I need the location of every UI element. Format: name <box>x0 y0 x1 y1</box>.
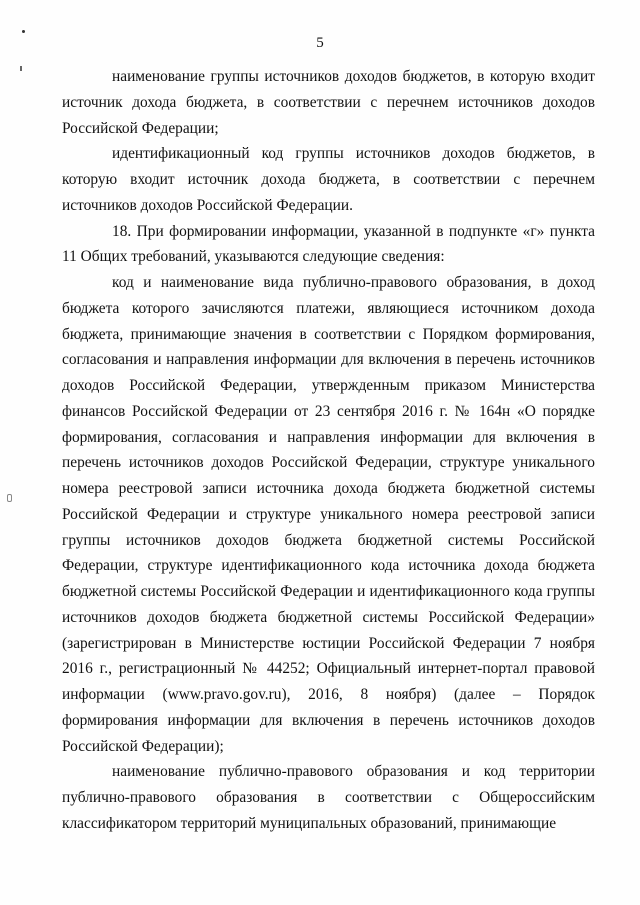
scan-speck <box>20 66 22 71</box>
paragraph-item-18: 18. При формировании информации, указанной в подпункте «г» пункта 11 Общих требований, указываются следующие сведения: <box>62 222 595 266</box>
paragraph-entity-name: наименование публично-правового образования и код территории публично-правового образования в соответствии с Общероссийским классификатором территорий муниципальных образований, принимающие <box>62 763 595 832</box>
document-body <box>62 64 595 837</box>
paragraph-entity-type-code: код и наименование вида публично-правового образования, в доход бюджета которого зачисляются платежи, являющиеся источником дохода бюджета, принимающие значения в соответствии с Порядком формирования, согласования и направления информации для включения в перечень источников доходов Российской Федерации, утвержденным приказом Министерства финансов Российской Федерации от 23 сентября 2016 г. № 164н «О порядке формирования, согласования и направления информации для включения в перечень источников доходов Российской Федерации, структуре уникального номера реестровой записи источника дохода бюджета бюджетной системы Российской Федерации и структуре уникального номера реестровой записи группы источников доходов бюджета бюджетной системы Российской Федерации, структуре идентификационного кода источника дохода бюджета бюджетной системы Российской Федерации и идентификационного кода группы источников доходов бюджета бюджетной системы Российской Федерации» (зарегистрирован в Министерстве юстиции Российской Федерации 7 ноября 2016 г., регистрационный № 44252; Официальный интернет-портал правовой информации (www.pravo.gov.ru), 2016, 8 ноября) (далее – Порядок формирования информации для включения в перечень источников доходов Российской Федерации); <box>62 274 595 755</box>
page-number: 5 <box>316 35 324 51</box>
scan-speck <box>22 30 25 33</box>
scan-binding-mark <box>7 494 12 502</box>
paragraph-group-name: наименование группы источников доходов бюджетов, в которую входит источник дохода бюджета, в соответствии с перечнем источников доходов Российской Федерации; <box>62 68 595 137</box>
paragraph-group-code: идентификационный код группы источников доходов бюджетов, в которую входит источник дохода бюджета, в соответствии с перечнем источников доходов Российской Федерации. <box>62 145 595 214</box>
